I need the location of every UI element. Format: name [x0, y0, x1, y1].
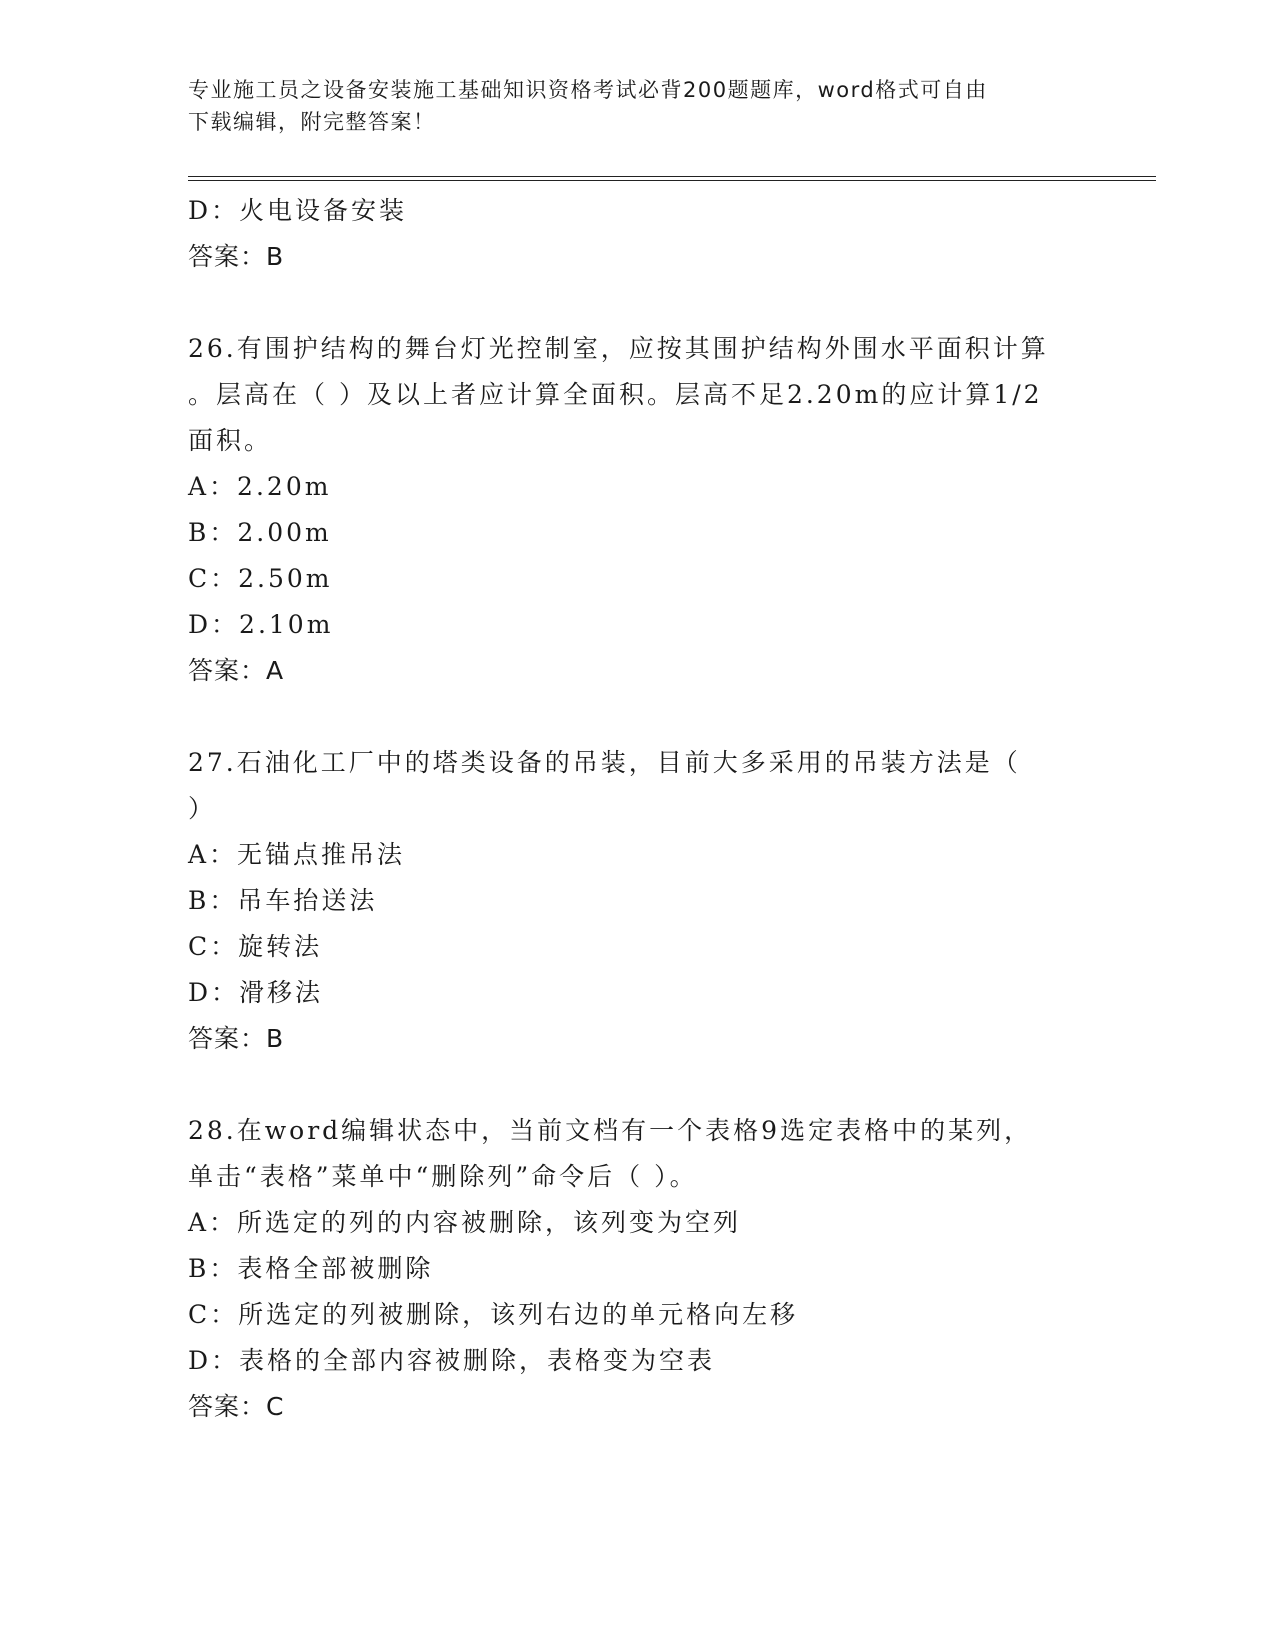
option-a: A：无锚点推吊法: [188, 840, 406, 869]
question-text: 27.石油化工厂中的塔类设备的吊装，目前大多采用的吊装方法是（: [188, 748, 1021, 777]
spacer: [188, 280, 1088, 326]
question-28: [188, 1108, 1088, 1430]
header-line-1: 专业施工员之设备安装施工基础知识资格考试必背200题题库，word格式可自由: [188, 78, 988, 102]
answer: 答案：B: [188, 242, 285, 271]
page-header: [188, 74, 1068, 138]
question-27: [188, 740, 1088, 1062]
option-d: D：火电设备安装: [188, 196, 408, 225]
option-d: D：表格的全部内容被删除，表格变为空表: [188, 1346, 716, 1375]
question-26: [188, 326, 1088, 694]
option-b: B：表格全部被删除: [188, 1254, 434, 1283]
question-text: 28.在word编辑状态中，当前文档有一个表格9选定表格中的某列，: [188, 1116, 1033, 1145]
option-a: A：所选定的列的内容被删除，该列变为空列: [188, 1208, 742, 1237]
document-body: [188, 188, 1088, 1430]
option-b: B：2.00m: [188, 518, 332, 547]
answer: 答案：C: [188, 1392, 285, 1421]
spacer: [188, 694, 1088, 740]
option-c: C：旋转法: [188, 932, 323, 961]
answer: 答案：B: [188, 1024, 285, 1053]
question-text: 。层高在（ ）及以上者应计算全面积。层高不足2.20m的应计算1/2: [188, 380, 1043, 409]
question-text: 单击“表格”菜单中“删除列”命令后（ ）。: [188, 1162, 698, 1191]
question-text: 面积。: [188, 426, 273, 455]
spacer: [188, 1062, 1088, 1108]
option-d: D：滑移法: [188, 978, 324, 1007]
header-divider: [188, 176, 1156, 181]
option-d: D：2.10m: [188, 610, 334, 639]
question-text: 26.有围护结构的舞台灯光控制室，应按其围护结构外围水平面积计算: [188, 334, 1049, 363]
option-c: C：2.50m: [188, 564, 333, 593]
option-b: B：吊车抬送法: [188, 886, 378, 915]
option-a: A：2.20m: [188, 472, 332, 501]
previous-question-tail: [188, 188, 1088, 280]
answer: 答案：A: [188, 656, 285, 685]
option-c: C：所选定的列被删除，该列右边的单元格向左移: [188, 1300, 799, 1329]
header-line-2: 下载编辑，附完整答案！: [188, 110, 436, 134]
question-text: ）: [188, 794, 217, 823]
